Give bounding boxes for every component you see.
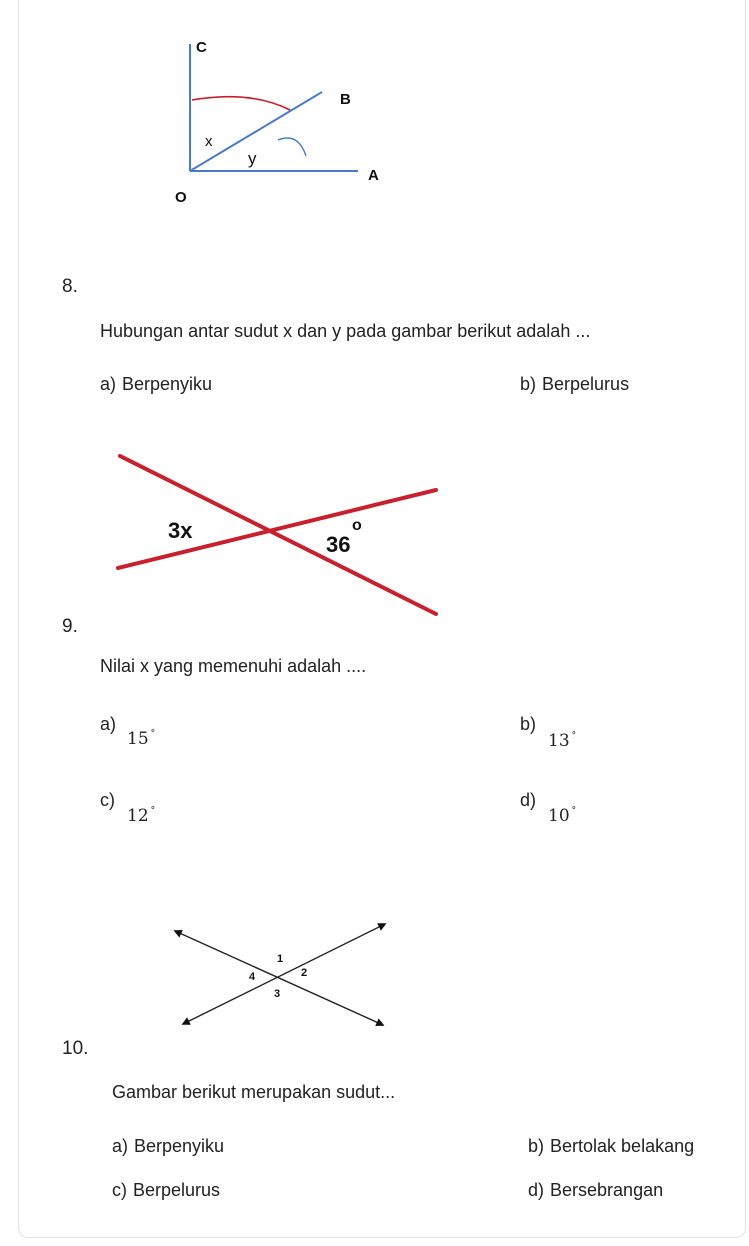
option-value: 15 ° (127, 729, 156, 749)
option-letter: a) (100, 374, 117, 394)
option-value: 13 ° (548, 731, 577, 751)
question-text-10: Gambar berikut merupakan sudut... (112, 1082, 396, 1102)
option-letter: d) (528, 1180, 545, 1200)
arc-x (192, 97, 290, 110)
q10-option-c[interactable] (112, 1180, 220, 1201)
q10-option-a[interactable] (112, 1136, 224, 1157)
option-text: Berpelurus (133, 1180, 221, 1200)
angle-label-4: 4 (249, 971, 256, 983)
question-number-8: 8. (62, 276, 78, 297)
label-x: x (205, 133, 213, 150)
label-c: C (196, 39, 207, 56)
option-letter: b) (520, 374, 537, 394)
label-o: O (175, 189, 187, 206)
line-1 (175, 931, 383, 1025)
q8-option-b[interactable] (520, 374, 629, 395)
q9-intersecting-lines (100, 440, 450, 630)
angle-label-1: 1 (277, 953, 284, 965)
option-letter: c) (112, 1180, 127, 1200)
question-text-8: Hubungan antar sudut x dan y pada gambar berikut adalah ... (100, 321, 591, 341)
option-letter: b) (520, 714, 537, 734)
line-ascending (118, 490, 436, 568)
q10-option-d[interactable] (528, 1180, 663, 1201)
q8-angle-diagram (160, 30, 400, 210)
option-value: 10 ° (548, 806, 577, 826)
option-letter: a) (112, 1136, 129, 1156)
question-text-9: Nilai x yang memenuhi adalah .... (100, 656, 367, 676)
arc-y (278, 138, 306, 156)
option-text: Berpenyiku (122, 374, 213, 394)
option-value: 12 ° (127, 806, 156, 826)
label-36-degree: o (352, 517, 362, 534)
option-text: Bersebrangan (550, 1180, 664, 1200)
question-number-10: 10. (62, 1038, 89, 1059)
label-36: 36 (326, 532, 351, 557)
label-b: B (340, 91, 351, 108)
angle-label-3: 3 (274, 988, 281, 1000)
label-3x: 3x (168, 518, 193, 543)
line-2 (183, 924, 385, 1024)
angle-label-2: 2 (301, 967, 308, 979)
option-text: Berpenyiku (134, 1136, 225, 1156)
option-letter: c) (100, 790, 115, 810)
q10-option-b[interactable] (528, 1136, 694, 1157)
q10-vertical-angles (165, 915, 395, 1035)
q8-option-a[interactable] (100, 374, 212, 395)
option-text: Bertolak belakang (550, 1136, 695, 1156)
option-letter: d) (520, 790, 537, 810)
option-text: Berpelurus (542, 374, 630, 394)
option-letter: b) (528, 1136, 545, 1156)
option-letter: a) (100, 714, 117, 734)
label-a: A (368, 167, 379, 184)
question-number-9: 9. (62, 616, 78, 637)
label-y: y (248, 149, 257, 168)
